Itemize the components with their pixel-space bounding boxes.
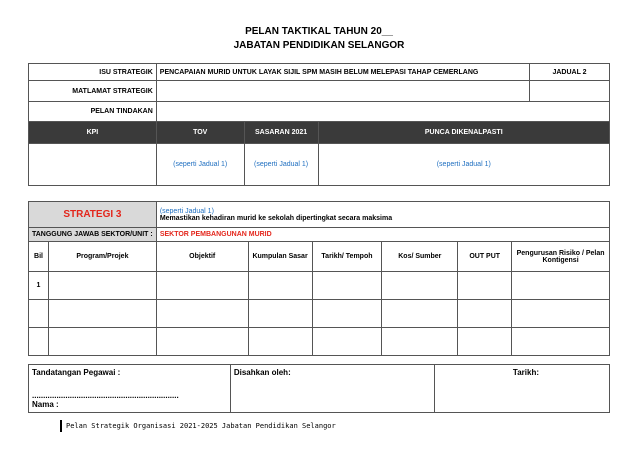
cell[interactable] xyxy=(156,328,248,356)
col-punca: PUNCA DIKENALPASTI xyxy=(318,122,609,144)
cell-bil[interactable] xyxy=(29,328,49,356)
cell[interactable] xyxy=(458,272,512,300)
hdr-tarikh: Tarikh/ Tempoh xyxy=(312,242,382,272)
isu-table xyxy=(28,63,610,186)
disahkan-label: Disahkan oleh: xyxy=(233,368,291,377)
hdr-bil: Bil xyxy=(29,242,49,272)
isu-value: PENCAPAIAN MURID UNTUK LAYAK SIJIL SPM MASIH BELUM MELEPASI TAHAP CEMERLANG xyxy=(156,64,529,81)
strategy-table xyxy=(28,201,610,356)
matlamat-value[interactable] xyxy=(156,81,529,102)
signature-table xyxy=(28,364,610,413)
cell[interactable] xyxy=(382,328,458,356)
cell[interactable] xyxy=(382,300,458,328)
matlamat-label: MATLAMAT STRATEGIK xyxy=(29,81,157,102)
col-sasaran: SASARAN 2021 xyxy=(244,122,318,144)
strategi-label: STRATEGI 3 xyxy=(63,209,122,220)
hdr-risiko: Pengurusan Risiko / Pelan Kontigensi xyxy=(512,242,610,272)
table-row xyxy=(29,328,610,356)
nama-label: Nama : xyxy=(32,400,59,409)
cell[interactable] xyxy=(48,272,156,300)
tandatangan-cell[interactable] xyxy=(29,365,231,413)
tarikh-label: Tarikh: xyxy=(512,368,539,377)
signature-dots: .................................................................. xyxy=(32,391,179,400)
punca-value[interactable]: (seperti Jadual 1) xyxy=(318,144,609,186)
page-title: PELAN TAKTIKAL TAHUN 20__ xyxy=(245,26,393,37)
page-subtitle: JABATAN PENDIDIKAN SELANGOR xyxy=(233,40,405,51)
table-row xyxy=(29,272,610,300)
cell[interactable] xyxy=(248,328,312,356)
matlamat-extra xyxy=(530,81,610,102)
hdr-kos: Kos/ Sumber xyxy=(382,242,458,272)
hdr-kumpulan: Kumpulan Sasar xyxy=(248,242,312,272)
table-row xyxy=(29,300,610,328)
cell[interactable] xyxy=(248,300,312,328)
cell[interactable] xyxy=(48,300,156,328)
cell[interactable] xyxy=(248,272,312,300)
tov-value[interactable]: (seperti Jadual 1) xyxy=(156,144,244,186)
cell[interactable] xyxy=(458,328,512,356)
strategi-label-cell xyxy=(29,202,157,228)
cell[interactable] xyxy=(312,328,382,356)
cell-bil[interactable]: 1 xyxy=(29,272,49,300)
pelan-value[interactable] xyxy=(156,102,609,122)
cell-bil[interactable] xyxy=(29,300,49,328)
hdr-output: OUT PUT xyxy=(458,242,512,272)
disahkan-cell[interactable] xyxy=(230,365,434,413)
cell[interactable] xyxy=(512,300,610,328)
hdr-objektif: Objektif xyxy=(156,242,248,272)
cell[interactable] xyxy=(458,300,512,328)
footer-bar xyxy=(60,420,62,432)
cell[interactable] xyxy=(312,272,382,300)
cell[interactable] xyxy=(48,328,156,356)
cell[interactable] xyxy=(312,300,382,328)
tanggung-value: SEKTOR PEMBANGUNAN MURID xyxy=(156,228,609,242)
tarikh-cell[interactable] xyxy=(435,365,610,413)
tanggung-label: TANGGUNG JAWAB SEKTOR/UNIT : xyxy=(29,228,157,242)
pelan-label: PELAN TINDAKAN xyxy=(29,102,157,122)
strategi-content xyxy=(156,202,609,228)
cell[interactable] xyxy=(512,272,610,300)
cell[interactable] xyxy=(156,272,248,300)
col-kpi: KPI xyxy=(29,122,157,144)
jadual-label: JADUAL 2 xyxy=(530,64,610,81)
strategi-text: Memastikan kehadiran murid ke sekolah dipertingkat secara maksima xyxy=(159,214,393,222)
col-tov: TOV xyxy=(156,122,244,144)
cell[interactable] xyxy=(382,272,458,300)
tandatangan-label: Tandatangan Pegawai : xyxy=(32,368,121,377)
footer-text: Pelan Strategik Organisasi 2021-2025 Jabatan Pendidikan Selangor xyxy=(66,422,336,430)
kpi-value[interactable] xyxy=(29,144,157,186)
sasaran-value[interactable]: (seperti Jadual 1) xyxy=(244,144,318,186)
isu-label: ISU STRATEGIK xyxy=(29,64,157,81)
hdr-program: Program/Projek xyxy=(48,242,156,272)
cell[interactable] xyxy=(156,300,248,328)
strategi-note: (seperti Jadual 1) xyxy=(159,207,214,215)
cell[interactable] xyxy=(512,328,610,356)
